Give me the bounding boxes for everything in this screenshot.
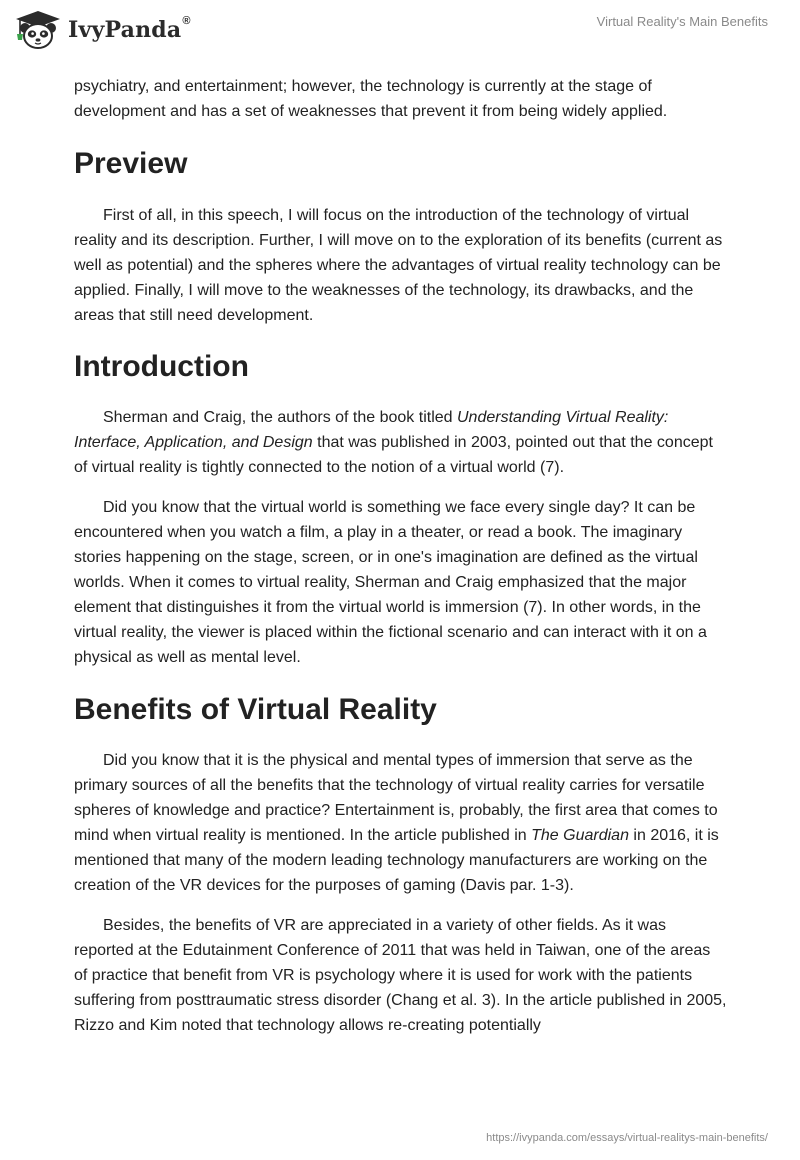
essay-content xyxy=(74,70,728,1038)
intro-tail-paragraph: psychiatry, and entertainment; however, the technology is currently at the stage of development and has a set of weaknesses that prevent it from being widely applied. xyxy=(74,78,668,120)
brand-name: IvyPanda® xyxy=(68,15,191,43)
heading-preview: Preview xyxy=(74,147,188,180)
book-title: Understanding Virtual Reality: Interface, Application, and Design xyxy=(74,409,669,451)
benefits-paragraph-1: Did you know that it is the physical and mental types of immersion that serve as the primary sources of all the benefits that the technology of virtual reality carries for versatile spheres of knowledge and practice? Entertainment is, probably, the first area that comes to mind when virtual reality is mentioned. In the article published in The Guardian in 2016, it is mentioned that many of the modern leading technology manufacturers are working on the creation of the VR devices for the purposes of gaming (Davis par. 1-3). xyxy=(74,752,719,894)
panda-graduate-icon xyxy=(14,10,62,50)
footer-url[interactable]: https://ivypanda.com/essays/virtual-realitys-main-benefits/ xyxy=(486,1132,768,1144)
benefits-paragraph-2: Besides, the benefits of VR are appreciated in a variety of other fields. As it was reported at the Edutainment Conference of 2011 that was held in Taiwan, one of the areas of practice that benefit from VR is psychology where it is used for work with the patients suffering from posttraumatic stress disorder (Chang et al. 3). In the article published in 2005, Rizzo and Kim noted that technology allows re-creating potentially xyxy=(74,917,727,1034)
page-header xyxy=(0,0,800,70)
introduction-paragraph-2: Did you know that the virtual world is something we face every single day? It can be encountered when you watch a film, a play in a theater, or read a book. The imaginary stories happening on the stage, screen, or in one's imagination are defined as the virtual worlds. When it comes to virtual reality, Sherman and Craig emphasized that the major element that distinguishes it from the virtual world is immersion (7). In other words, in the virtual reality, the viewer is placed within the fictional scenario and can interact with it on a physical as well as mental level. xyxy=(74,499,707,666)
heading-benefits: Benefits of Virtual Reality xyxy=(74,693,437,726)
document-title: Virtual Reality's Main Benefits xyxy=(596,14,768,29)
registered-mark: ® xyxy=(182,15,191,27)
introduction-paragraph-1: Sherman and Craig, the authors of the book titled Understanding Virtual Reality: Interface, Application, and Design that was published in 2003, pointed out that the concept of virtual reality is tightly connected to the notion of a virtual world (7). xyxy=(74,409,713,476)
preview-paragraph: First of all, in this speech, I will focus on the introduction of the technology of virtual reality and its description. Further, I will move on to the exploration of its benefits (current as well as potential) and the spheres where the advantages of virtual reality technology can be applied. Finally, I will move to the weaknesses of the technology, its drawbacks, and the areas that still need development. xyxy=(74,207,723,324)
brand-logo[interactable] xyxy=(14,10,191,50)
heading-introduction: Introduction xyxy=(74,350,249,383)
source-title: The Guardian xyxy=(531,827,629,844)
